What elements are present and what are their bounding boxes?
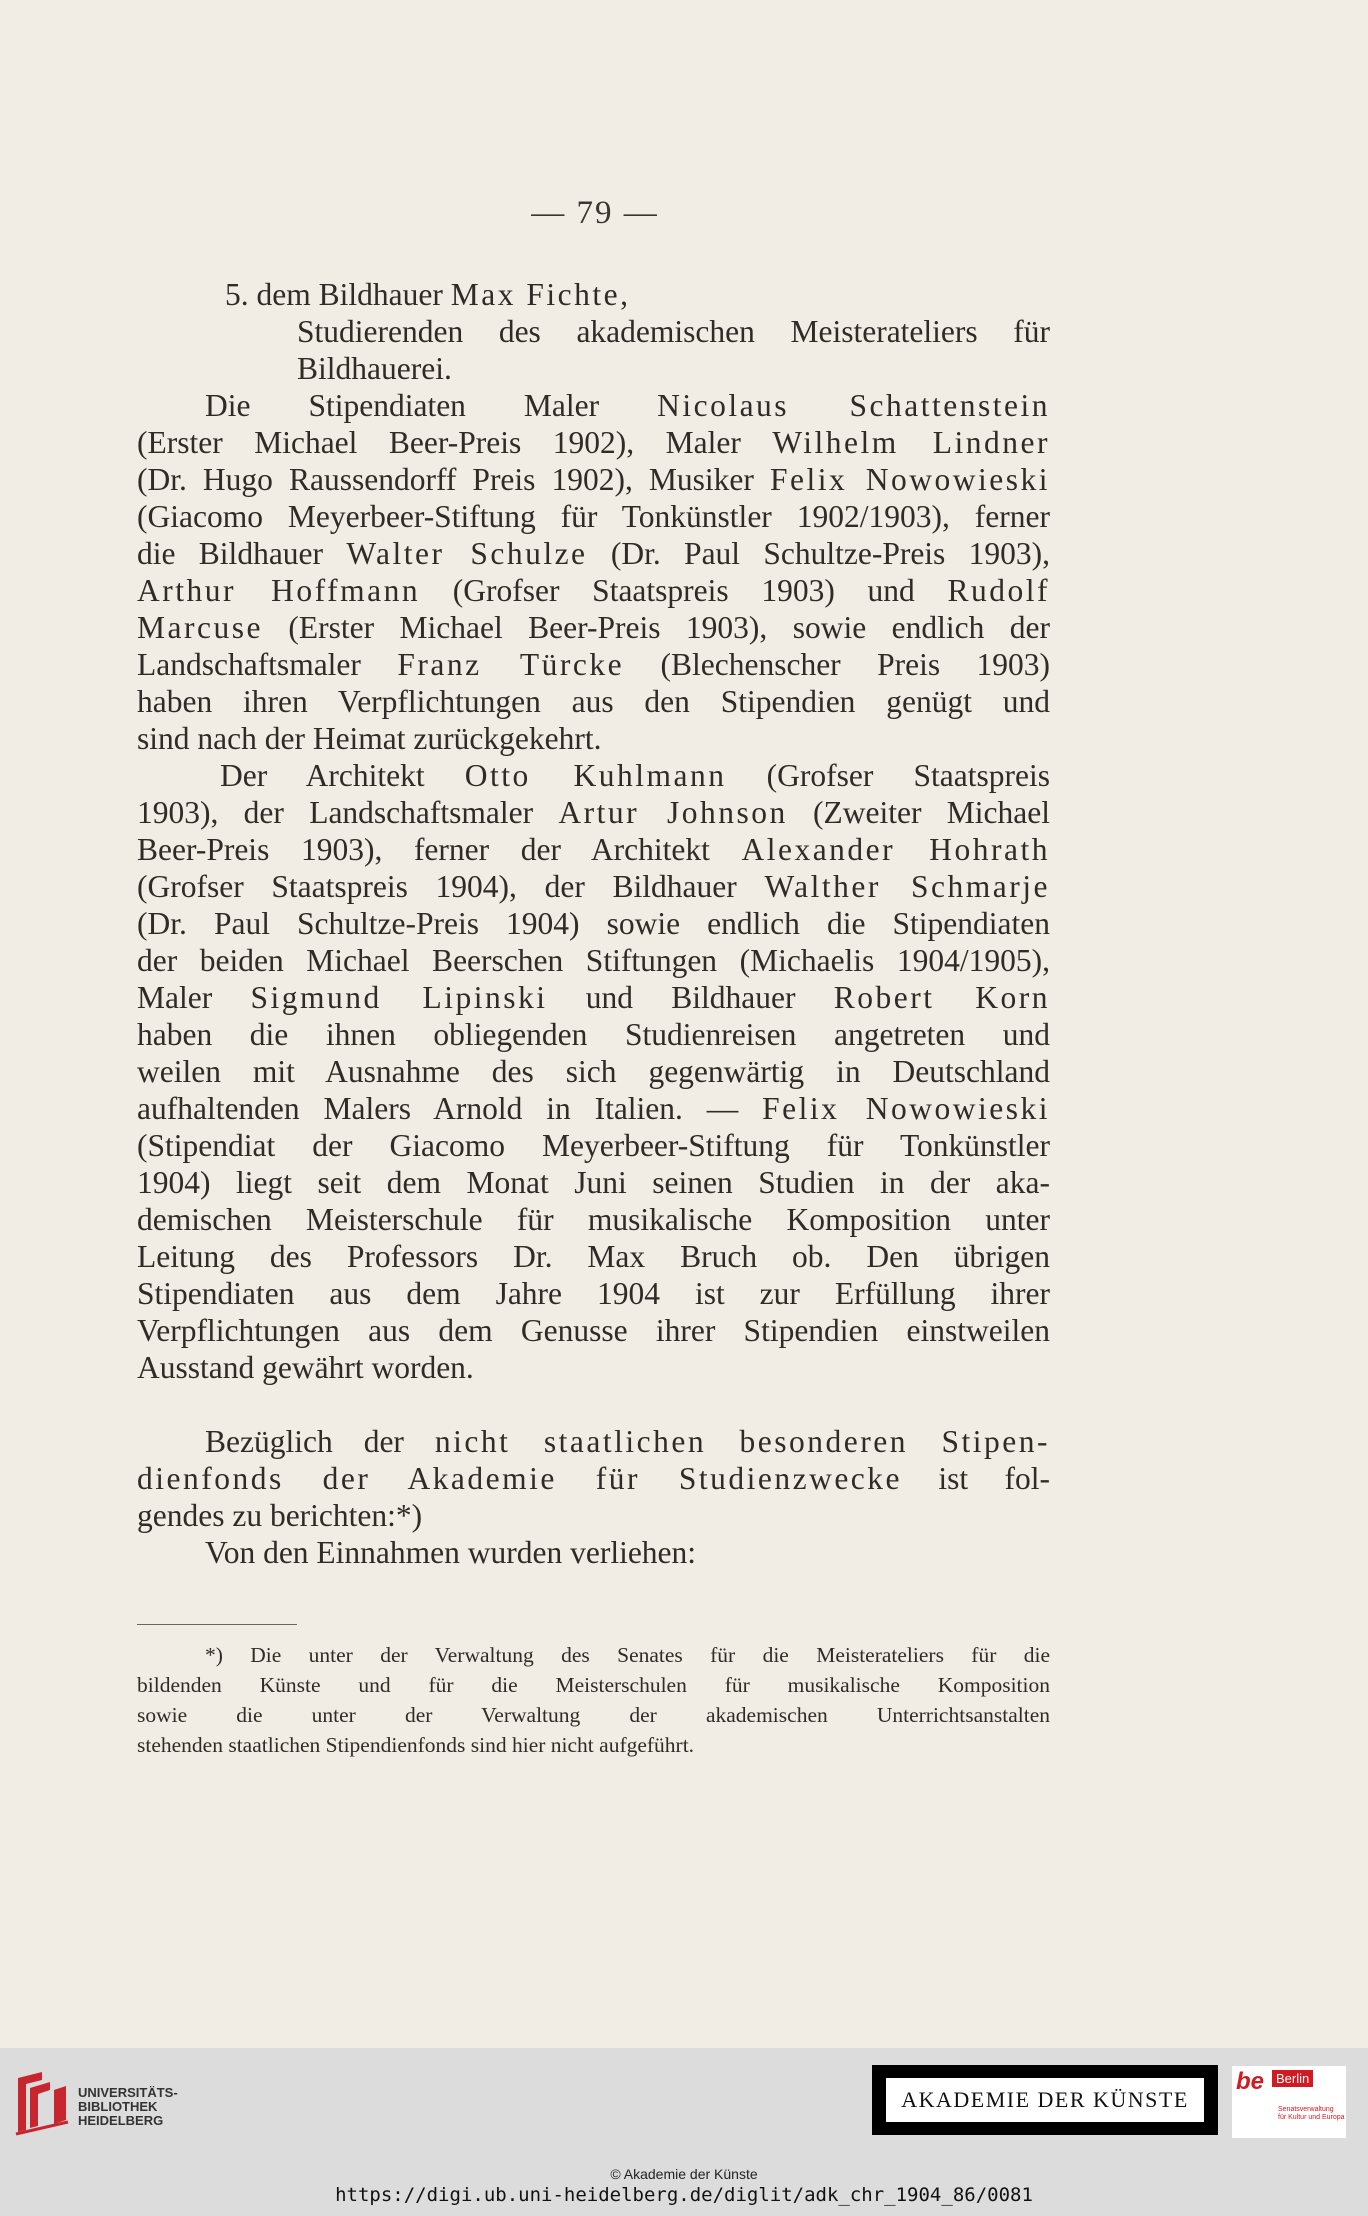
page-number: — 79 — [531, 195, 659, 231]
text-run: (Blechenscher Preis 1903) [624, 647, 1050, 682]
berlin-label: Berlin [1272, 2070, 1313, 2087]
text-run: Bezüglich der [205, 1424, 435, 1459]
text-run: Beer-Preis 1903), ferner der Architekt [137, 832, 742, 867]
body-text [137, 276, 1050, 1571]
text-line [137, 276, 1050, 313]
text-run: haben ihren Verpflichtungen aus den Stipendien genügt und [137, 684, 1050, 719]
adk-logo[interactable] [872, 2065, 1218, 2135]
text-line [137, 1090, 1050, 1127]
text-run: Ausstand gewährt worden. [137, 1350, 474, 1385]
text-run: demischen Meisterschule für musikalische Komposition unter [137, 1202, 1050, 1237]
text-line [137, 1497, 1050, 1534]
ub-line-2: BIBLIOTHEK [78, 2099, 158, 2114]
berlin-senat-logo[interactable] [1232, 2066, 1346, 2138]
text-run: (Grofser Staatspreis 1904), der Bildhauer [137, 869, 765, 904]
text-run: (Erster Michael Beer-Preis 1903), sowie endlich der [262, 610, 1050, 645]
text-run: und Bildhauer [547, 980, 834, 1015]
spaced-name: Max Fichte [450, 277, 621, 312]
text-line [137, 979, 1050, 1016]
text-run: die Bildhauer [137, 536, 347, 571]
spaced-name: Otto Kuhlmann [464, 758, 727, 793]
text-line [137, 1423, 1050, 1460]
text-run: (Erster Michael Beer-Preis 1902), Maler [137, 425, 773, 460]
text-run: 1903), der Landschaftsmaler [137, 795, 559, 830]
footnote-line: bildenden Künste und für die Meisterschulen für musikalische Komposition [137, 1673, 1050, 1697]
text-run: weilen mit Ausnahme des sich gegenwärtig in Deutschland [137, 1054, 1050, 1089]
text-line [137, 683, 1050, 720]
text-run: Der Architekt [220, 758, 465, 793]
ub-logo-text [78, 2086, 178, 2128]
text-line [137, 942, 1050, 979]
spaced-name: Rudolf [947, 573, 1050, 608]
text-run: 5. dem Bildhauer [225, 277, 451, 312]
senat-line-2: für Kultur und Europa [1278, 2114, 1345, 2121]
text-run: (Dr. Hugo Raussendorff Preis 1902), Musiker [137, 462, 770, 497]
text-line [137, 794, 1050, 831]
text-run: 1904) liegt seit dem Monat Juni seinen Studien in der aka- [137, 1165, 1050, 1200]
text-line [137, 1238, 1050, 1275]
spaced-name: Nicolaus Schattenstein [657, 388, 1050, 423]
text-run: der beiden Michael Beerschen Stiftungen (Michaelis 1904/1905), [137, 943, 1050, 978]
footnote-rule [137, 1624, 297, 1625]
spaced-name: Sigmund Lipinski [250, 980, 548, 1015]
text-run: Verpflichtungen aus dem Genusse ihrer Stipendien einstweilen [137, 1313, 1050, 1348]
text-line [137, 387, 1050, 424]
text-line [137, 1127, 1050, 1164]
text-line [137, 868, 1050, 905]
text-line [137, 1275, 1050, 1312]
ub-logo-icon [12, 2070, 72, 2138]
text-run: Von den Einnahmen wurden verliehen: [205, 1535, 697, 1570]
text-run: , [620, 277, 628, 312]
senat-line-1: Senatsverwaltung [1278, 2106, 1334, 2113]
text-line [137, 424, 1050, 461]
text-line [137, 1534, 1050, 1571]
ub-line-1: UNIVERSITÄTS- [78, 2085, 178, 2100]
text-run: Die Stipendiaten Maler [205, 388, 658, 423]
text-line [137, 350, 1050, 387]
viewer-footer [0, 2048, 1368, 2216]
spaced-name: Franz Türcke [397, 647, 625, 682]
text-line [137, 1016, 1050, 1053]
senat-text [1278, 2106, 1345, 2122]
text-run: gendes zu berichten:*) [137, 1498, 423, 1533]
ub-line-3: HEIDELBERG [78, 2113, 164, 2128]
spaced-name: Walther Schmarje [764, 869, 1050, 904]
text-line [137, 646, 1050, 683]
text-run: Maler [137, 980, 251, 1015]
ub-heidelberg-logo[interactable] [12, 2062, 192, 2142]
text-line [137, 1460, 1050, 1497]
spaced-name: dienfonds der Akademie für Studienzwecke [137, 1461, 903, 1496]
berlin-be-mark: be [1236, 2068, 1265, 2095]
spaced-name: Artur Johnson [558, 795, 788, 830]
text-line [137, 1312, 1050, 1349]
text-line [137, 572, 1050, 609]
text-run: Leitung des Professors Dr. Max Bruch ob. Den übrigen [137, 1239, 1050, 1274]
footnote [137, 1640, 1050, 1760]
text-run: sind nach der Heimat zurückgekehrt. [137, 721, 602, 756]
spaced-name: Felix Nowowieski [769, 462, 1051, 497]
text-line [137, 461, 1050, 498]
text-line [137, 1349, 1050, 1386]
text-run: (Grofser Staatspreis [726, 758, 1050, 793]
text-line [137, 1201, 1050, 1238]
text-line [137, 905, 1050, 942]
text-line [137, 831, 1050, 868]
text-run: (Dr. Paul Schultze-Preis 1903), [587, 536, 1051, 571]
footnote-line: stehenden staatlichen Stipendienfonds sind hier nicht aufgeführt. [137, 1733, 695, 1757]
spaced-name: Arthur Hoffmann [137, 573, 421, 608]
text-line [137, 609, 1050, 646]
spaced-name: Walter Schulze [346, 536, 588, 571]
text-run: ist fol- [902, 1461, 1050, 1496]
text-line [137, 720, 1050, 757]
text-run: Bildhauerei. [297, 351, 452, 386]
text-run: Landschaftsmaler [137, 647, 398, 682]
text-line [137, 757, 1050, 794]
spaced-name: Felix Nowowieski [762, 1091, 1050, 1126]
text-run: haben die ihnen obliegenden Studienreisen angetreten und [137, 1017, 1050, 1052]
footnote-line: sowie die unter der Verwaltung der akademischen Unterrichtsanstalten [137, 1703, 1050, 1727]
spaced-name: Wilhelm Lindner [772, 425, 1050, 460]
copyright-notice: © Akademie der Künste [610, 2166, 758, 2182]
spaced-name: Robert Korn [833, 980, 1051, 1015]
text-line [137, 535, 1050, 572]
text-line [137, 313, 1050, 350]
text-run: (Grofser Staatspreis 1903) und [420, 573, 948, 608]
text-run: (Zweiter Michael [787, 795, 1050, 830]
spaced-name: Marcuse [137, 610, 263, 645]
text-line [137, 1164, 1050, 1201]
text-run: (Dr. Paul Schultze-Preis 1904) sowie endlich die Stipendiaten [137, 906, 1050, 941]
text-run: (Giacomo Meyerbeer-Stiftung für Tonkünstler 1902/1903), ferner [137, 499, 1050, 534]
spaced-name: Alexander Hohrath [741, 832, 1051, 867]
text-run: (Stipendiat der Giacomo Meyerbeer-Stiftung für Tonkünstler [137, 1128, 1050, 1163]
text-run: Stipendiaten aus dem Jahre 1904 ist zur Erfüllung ihrer [137, 1276, 1050, 1311]
spaced-name: nicht staatlichen besonderen Stipen- [434, 1424, 1050, 1459]
adk-logo-label: AKADEMIE DER KÜNSTE [886, 2078, 1204, 2122]
text-line [137, 1053, 1050, 1090]
text-run: Studierenden des akademischen Meisterateliers für [297, 314, 1050, 349]
footnote-line: *) Die unter der Verwaltung des Senates für die Meisterateliers für die [205, 1643, 1050, 1667]
text-line [137, 498, 1050, 535]
text-run: aufhaltenden Malers Arnold in Italien. — [137, 1091, 763, 1126]
permalink-url[interactable]: https://digi.ub.uni-heidelberg.de/diglit/adk_chr_1904_86/0081 [335, 2184, 1033, 2206]
